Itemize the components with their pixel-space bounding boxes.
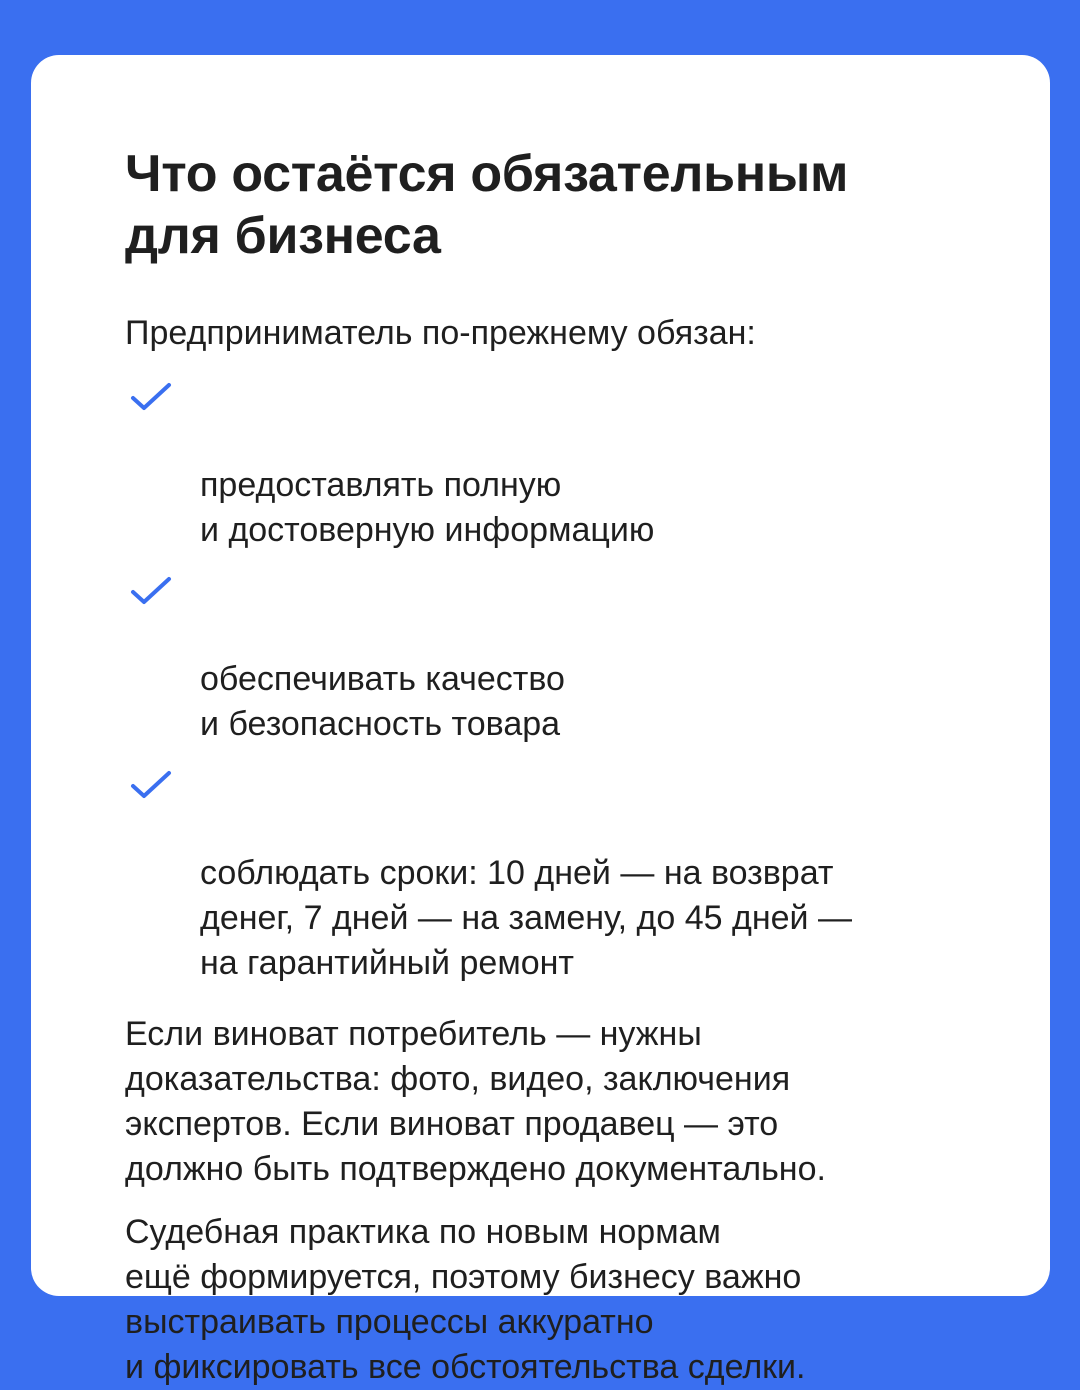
- check-icon: [129, 769, 173, 801]
- evidence-paragraph: Если виноват потребитель — нужны доказательства: фото, видео, заключения экспертов. Если виноват продавец — это должно быть подтверждено документально.: [125, 1015, 826, 1188]
- checklist-item: [125, 761, 985, 986]
- checklist-item-text: обеспечивать качество и безопасность товара: [200, 660, 565, 743]
- intro-text: Предприниматель по-прежнему обязан:: [125, 314, 756, 352]
- checklist-item: [125, 567, 985, 747]
- checklist-item-text: предоставлять полную и достоверную информацию: [200, 466, 655, 549]
- card-content: [125, 143, 985, 1390]
- content-card: [31, 55, 1050, 1386]
- checklist-item: [125, 373, 985, 553]
- court-practice-paragraph: Судебная практика по новым нормам ещё формируется, поэтому бизнесу важно выстраивать процессы аккуратно и фиксировать все обстоятельства сделки.: [125, 1213, 806, 1386]
- check-icon: [129, 575, 173, 607]
- obligations-checklist: [125, 373, 985, 986]
- page-title: Что остаётся обязательным для бизнеса: [125, 145, 849, 265]
- checklist-item-text: соблюдать сроки: 10 дней — на возврат денег, 7 дней — на замену, до 45 дней — на гарантийный ремонт: [200, 854, 852, 982]
- check-icon: [129, 381, 173, 413]
